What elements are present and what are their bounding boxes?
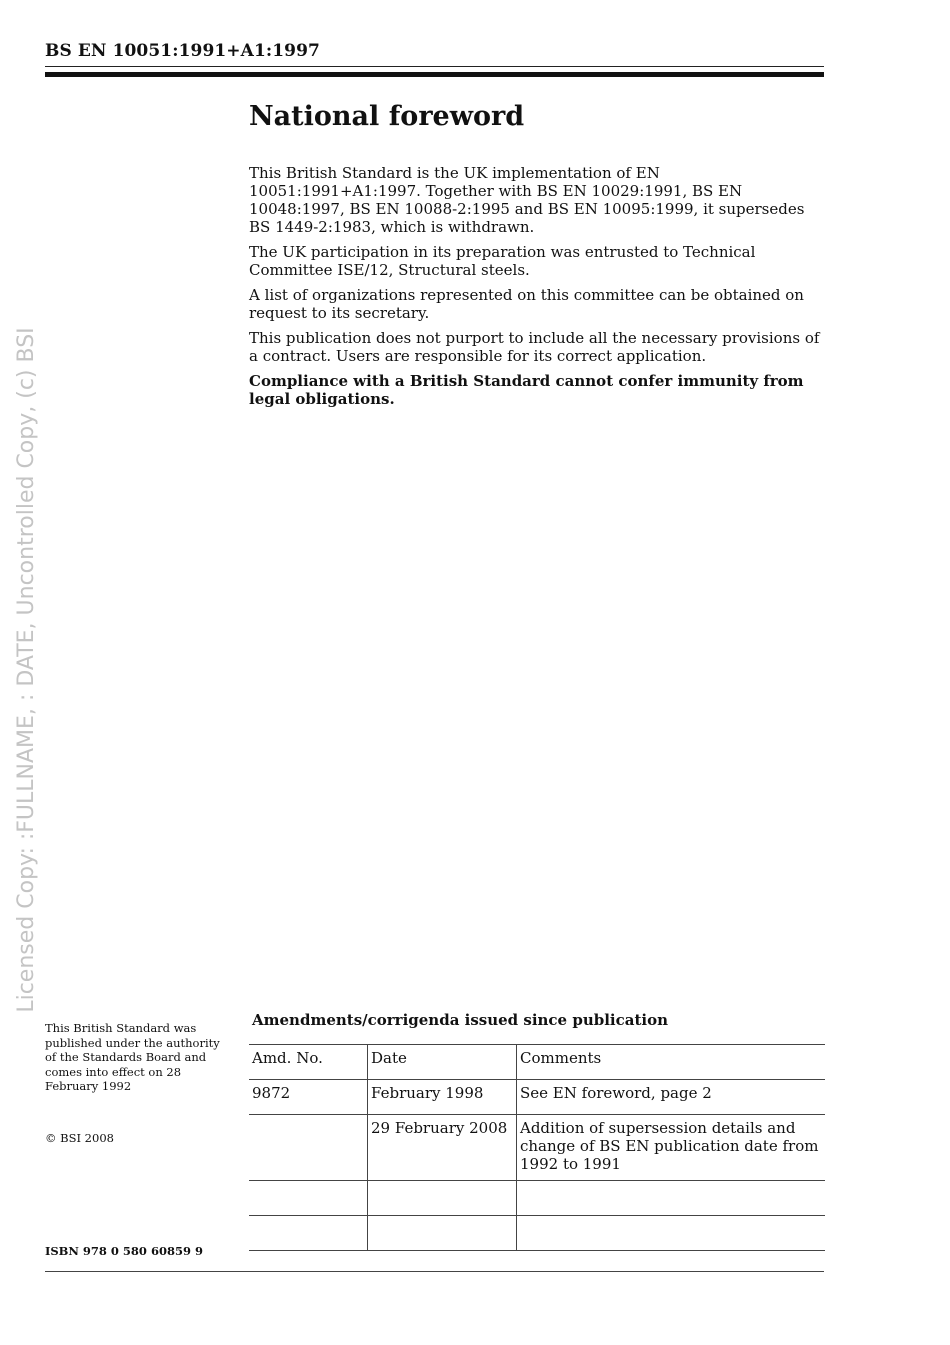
table-header-row xyxy=(249,1045,825,1080)
amd-no-cell xyxy=(249,1181,368,1216)
comments-cell: See EN foreword, page 2 xyxy=(517,1080,826,1115)
isbn-number: ISBN 978 0 580 60859 9 xyxy=(45,1244,203,1258)
comments-cell: Addition of supersession details and change of BS EN publication date from 1992 to 1991 xyxy=(517,1115,826,1181)
document-code: BS EN 10051:1991+A1:1997 xyxy=(45,41,320,61)
foreword-paragraph: A list of organizations represented on this committee can be obtained on request to its secretary. xyxy=(249,286,804,322)
table-row xyxy=(249,1181,825,1216)
comments-cell xyxy=(517,1216,826,1251)
footer-rule xyxy=(45,1271,824,1272)
foreword-paragraph: This publication does not purport to include all the necessary provisions of a contract. Users are responsible for its correct application. xyxy=(249,329,820,365)
amendments-table xyxy=(249,1044,825,1251)
foreword-paragraph: This British Standard is the UK implementation of EN 10051:1991+A1:1997. Together with BS EN 10029:1991, BS EN 10048:1997, BS EN 10088-2:1995 and BS EN 10095:1999, it supersedes BS 1449-2:1983, which is withdrawn. xyxy=(249,164,805,236)
table-row xyxy=(249,1080,825,1115)
amd-no-cell: 9872 xyxy=(249,1080,368,1115)
table-row xyxy=(249,1115,825,1181)
date-cell xyxy=(368,1216,517,1251)
date-cell xyxy=(368,1181,517,1216)
foreword-title: National foreword xyxy=(249,101,525,132)
amendments-title: Amendments/corrigenda issued since publication xyxy=(252,1011,668,1029)
amd-no-cell xyxy=(249,1115,368,1181)
date-cell: February 1998 xyxy=(368,1080,517,1115)
column-header-amd-no: Amd. No. xyxy=(249,1045,368,1080)
amd-no-cell xyxy=(249,1216,368,1251)
publication-note: This British Standard was published under the authority of the Standards Board and comes into effect on 28 February 1992 xyxy=(45,1021,220,1093)
column-header-date: Date xyxy=(368,1045,517,1080)
foreword-body xyxy=(249,164,829,415)
date-cell: 29 February 2008 xyxy=(368,1115,517,1181)
comments-cell xyxy=(517,1181,826,1216)
header-rule-thick xyxy=(45,72,824,77)
header-rule-thin xyxy=(45,66,824,67)
license-watermark: Licensed Copy: :FULLNAME, : DATE, Uncontrolled Copy, (c) BSI xyxy=(14,327,39,1013)
column-header-comments: Comments xyxy=(517,1045,826,1080)
table-row xyxy=(249,1216,825,1251)
foreword-paragraph: The UK participation in its preparation was entrusted to Technical Committee ISE/12, Structural steels. xyxy=(249,243,756,279)
compliance-statement: Compliance with a British Standard cannot confer immunity from legal obligations. xyxy=(249,372,804,408)
copyright-notice: © BSI 2008 xyxy=(45,1131,114,1145)
